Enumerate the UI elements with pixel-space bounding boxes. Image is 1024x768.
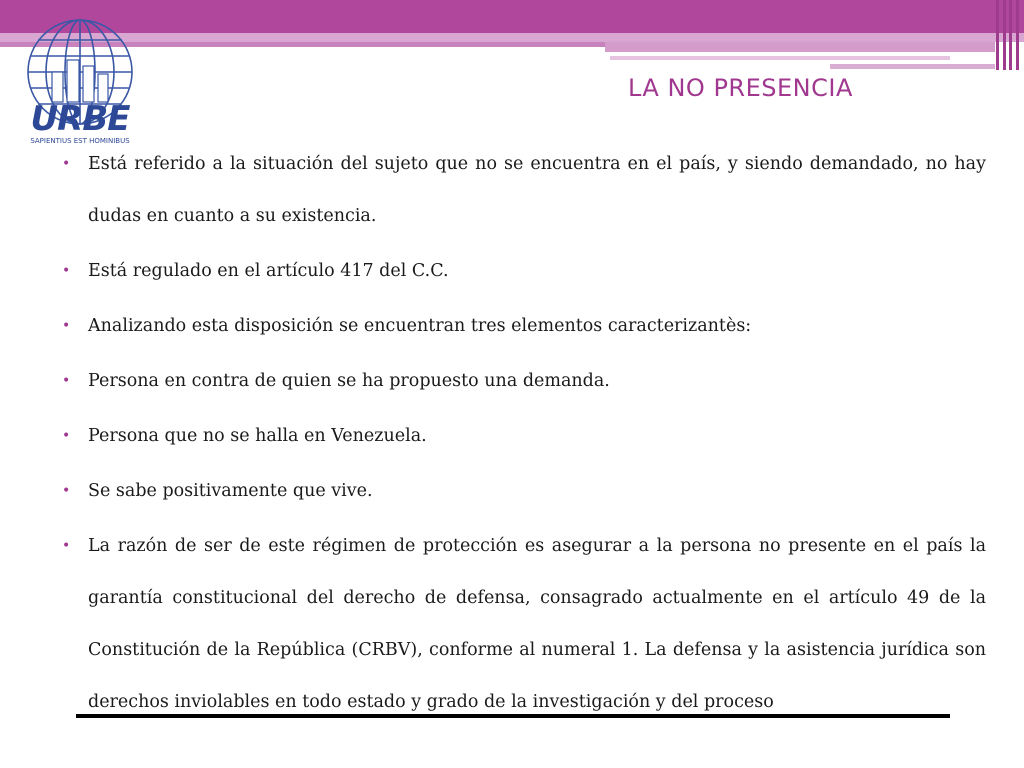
- bullet-text: La razón de ser de este régimen de protección es asegurar a la persona no presente en el país la garantía constitucional del derecho de defensa, consagrado actualmente en el artículo 49 de la Constitución de la República (CRBV), conforme al numeral 1. La defensa y la asistencia jurídica son derechos inviolables en todo estado y grado de la investigación y del proceso: [88, 536, 986, 712]
- slide-body: [62, 138, 986, 731]
- list-item: [62, 355, 986, 407]
- logo-acronym: URBE: [30, 99, 130, 139]
- bullet-icon: •: [62, 318, 71, 334]
- bullet-icon: •: [62, 263, 71, 279]
- bullet-icon: •: [62, 373, 71, 389]
- list-item: [62, 520, 986, 728]
- list-item: [62, 465, 986, 517]
- list-item: [62, 410, 986, 462]
- bullet-icon: •: [62, 428, 71, 444]
- list-item: [62, 245, 986, 297]
- university-logo: [22, 16, 140, 146]
- bullet-text: Está referido a la situación del sujeto que no se encuentra en el país, y siendo demandado, no hay dudas en cuanto a su existencia.: [88, 154, 986, 226]
- bullet-list: [62, 138, 986, 728]
- bullet-icon: •: [62, 156, 71, 172]
- bullet-icon: •: [62, 538, 71, 554]
- header-stripe-right-2: [610, 56, 950, 60]
- header-vertical-bars: [994, 0, 1024, 70]
- bullet-text: Persona en contra de quien se ha propuesto una demanda.: [88, 371, 610, 391]
- bullet-text: Persona que no se halla en Venezuela.: [88, 426, 427, 446]
- bullet-text: Analizando esta disposición se encuentran tres elementos caracterizantès:: [88, 316, 752, 336]
- header-stripe-right-3: [830, 64, 995, 69]
- bullet-text: Se sabe positivamente que vive.: [88, 481, 373, 501]
- list-item: [62, 300, 986, 352]
- list-item: [62, 138, 986, 242]
- logo-motto: SAPIENTIUS EST HOMINIBUS: [30, 137, 130, 145]
- header-band: [0, 0, 1024, 33]
- page-title: LA NO PRESENCIA: [628, 74, 853, 102]
- header-band-light: [0, 33, 1024, 42]
- header-stripe-right: [605, 42, 995, 52]
- bottom-divider: [76, 714, 950, 718]
- bullet-icon: •: [62, 483, 71, 499]
- bullet-text: Está regulado en el artículo 417 del C.C.: [88, 261, 449, 281]
